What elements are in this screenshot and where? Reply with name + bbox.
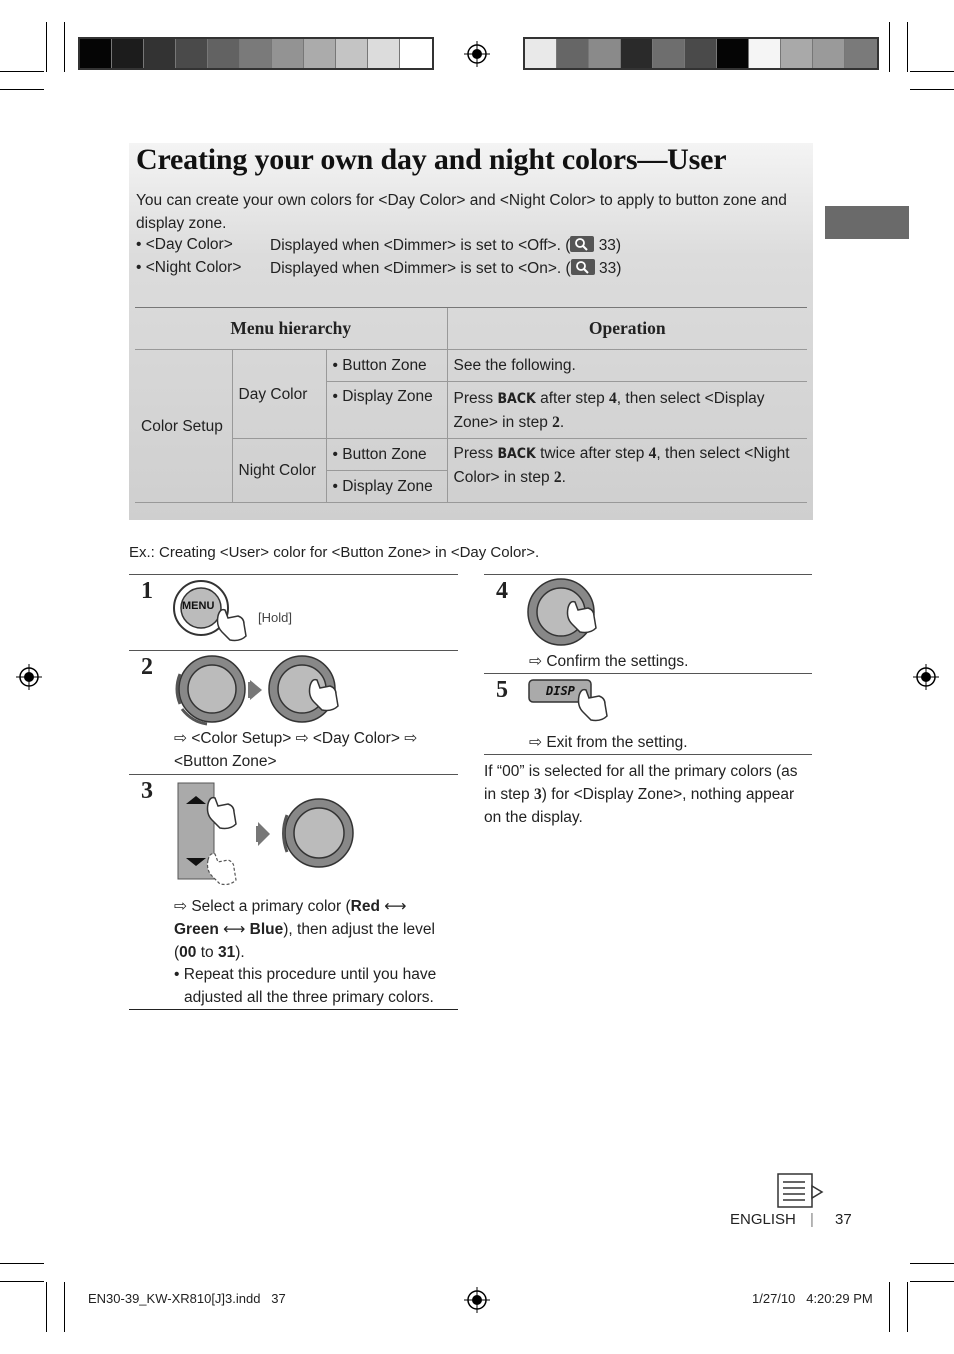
crop-mark	[907, 1282, 908, 1332]
bullet-mark: •	[174, 966, 180, 983]
button-zone-cell: • Button Zone	[326, 439, 447, 471]
step4-instruction	[529, 650, 688, 673]
step2-text: <Color Setup> ⇨ <Day Color> ⇨ <Button Zone>	[174, 730, 418, 770]
op-text: twice after step	[535, 445, 649, 462]
step3-text: Select a primary color (	[191, 898, 351, 915]
color-red-label: Red	[350, 898, 380, 915]
result-arrow-icon: ⇨	[529, 653, 542, 670]
display-zone-cell: • Display Zone	[326, 382, 447, 439]
color-blue-label: Blue	[249, 921, 284, 938]
step-ref: 2	[553, 469, 562, 486]
operation-cell	[447, 439, 807, 503]
level-from: 00	[179, 944, 197, 961]
updown-dial-icon	[172, 780, 362, 890]
page-title: Creating your own day and night colors—User	[136, 143, 727, 176]
intro-text: You can create your own colors for <Day Color> and <Night Color> to apply to button zone and display zone.	[136, 192, 787, 232]
section-tab	[825, 206, 909, 239]
operation-cell: See the following.	[447, 350, 807, 382]
registration-mark-icon	[464, 1287, 490, 1313]
step-ref: 4	[609, 389, 617, 407]
crop-mark	[0, 89, 44, 90]
bullet-mark: •	[136, 259, 142, 276]
grayscale-bar-right	[523, 37, 879, 70]
day-color-cell: Day Color	[232, 350, 326, 439]
step3-note	[174, 963, 454, 1009]
magnifier-icon	[570, 236, 594, 252]
crop-mark	[889, 22, 890, 72]
footer-separator: |	[810, 1211, 814, 1228]
notebook-icon	[775, 1172, 825, 1210]
step4-text: Confirm the settings.	[546, 653, 689, 670]
step-ref: 2	[552, 413, 560, 431]
op-text: after step	[535, 389, 610, 407]
step2-instruction	[174, 727, 454, 773]
divider	[484, 574, 812, 575]
step-number: 2	[141, 654, 153, 680]
bullet-key: <Day Color>	[145, 236, 233, 253]
op-text: , then select <Night Color> in step	[453, 445, 790, 486]
step3-text: ).	[235, 944, 245, 961]
op-text: .	[559, 413, 565, 431]
back-key-label: BACK	[497, 390, 536, 407]
bullet-value: Displayed when <Dimmer> is set to <Off>. (	[270, 237, 571, 254]
step-ref: 4	[648, 445, 657, 462]
dial-press-icon	[526, 578, 616, 648]
op-text: Press	[453, 445, 498, 462]
divider	[129, 1009, 458, 1010]
crop-mark	[910, 89, 954, 90]
crop-mark	[0, 71, 44, 72]
operation-cell	[447, 382, 807, 439]
note-part: If “00” is selected for all the primary colors (as in step	[484, 763, 798, 803]
bullet-mark: •	[136, 236, 142, 253]
menu-hierarchy-table	[135, 307, 807, 503]
crop-mark	[907, 22, 908, 72]
hold-label: [Hold]	[258, 610, 292, 625]
button-zone-cell: • Button Zone	[326, 350, 447, 382]
step-number: 4	[496, 578, 508, 604]
op-text: , then select <Display Zone> in step	[453, 389, 765, 431]
crop-mark	[64, 22, 65, 72]
step-ref: 3	[533, 786, 542, 803]
file-slug: EN30-39_KW-XR810[J]3.indd 37	[88, 1291, 286, 1306]
note-part: ) for <Display Zone>, nothing appear on the display.	[484, 786, 795, 826]
magnifier-icon	[571, 259, 595, 275]
bullet-key: <Night Color>	[145, 259, 242, 276]
crop-mark	[0, 1281, 44, 1282]
dial-turn-press-icon	[172, 654, 352, 726]
bullet-ref: 33)	[598, 260, 622, 277]
divider	[484, 754, 812, 755]
note-text	[484, 760, 812, 829]
bullet-value: Displayed when <Dimmer> is set to <On>. (	[270, 260, 571, 277]
step-number: 1	[141, 578, 153, 604]
step-number: 3	[141, 778, 153, 804]
back-key-label: BACK	[497, 446, 536, 462]
print-date: 1/27/10 4:20:29 PM	[752, 1291, 873, 1306]
op-text: Press	[453, 389, 498, 407]
crop-mark	[910, 1263, 954, 1264]
crop-mark	[46, 1282, 47, 1332]
step3-text: ), then adjust the level (	[174, 921, 435, 961]
crop-mark	[910, 1281, 954, 1282]
registration-mark-icon	[464, 41, 490, 67]
crop-mark	[889, 1282, 890, 1332]
header-operation: Operation	[447, 308, 807, 350]
grayscale-bar-left	[78, 37, 434, 70]
double-arrow-icon: ⟷	[384, 898, 407, 915]
color-green-label: Green	[174, 921, 219, 938]
result-arrow-icon: ⇨	[174, 898, 187, 915]
disp-key-label: DISP	[546, 684, 575, 698]
registration-mark-icon	[913, 664, 939, 690]
example-text: Ex.: Creating <User> color for <Button Zone> in <Day Color>.	[129, 544, 540, 561]
page-number: 37	[835, 1211, 852, 1228]
bullet-ref: 33)	[598, 237, 622, 254]
op-text: .	[561, 469, 566, 486]
divider	[129, 650, 458, 651]
double-arrow-icon: ⟷	[223, 921, 246, 938]
night-color-cell: Night Color	[232, 439, 326, 503]
result-arrow-icon: ⇨	[174, 730, 187, 747]
step5-text: Exit from the setting.	[546, 734, 688, 751]
step-number: 5	[496, 677, 508, 703]
step3-instruction	[174, 895, 454, 964]
registration-mark-icon	[16, 664, 42, 690]
level-to: 31	[217, 944, 236, 961]
display-zone-cell: • Display Zone	[326, 471, 447, 503]
result-arrow-icon: ⇨	[529, 734, 542, 751]
crop-mark	[64, 1282, 65, 1332]
step3-text: to	[196, 944, 218, 961]
header-menu-hierarchy: Menu hierarchy	[135, 308, 447, 350]
divider	[129, 774, 458, 775]
step5-instruction	[529, 731, 688, 754]
menu-key-label: MENU	[182, 600, 215, 612]
divider	[129, 574, 458, 575]
divider	[484, 673, 812, 674]
crop-mark	[0, 1263, 44, 1264]
step3-note-text: Repeat this procedure until you have adjusted all the three primary colors.	[183, 966, 437, 1006]
color-setup-cell: Color Setup	[135, 350, 232, 503]
crop-mark	[46, 22, 47, 72]
crop-mark	[910, 71, 954, 72]
language-label: ENGLISH	[730, 1211, 796, 1228]
